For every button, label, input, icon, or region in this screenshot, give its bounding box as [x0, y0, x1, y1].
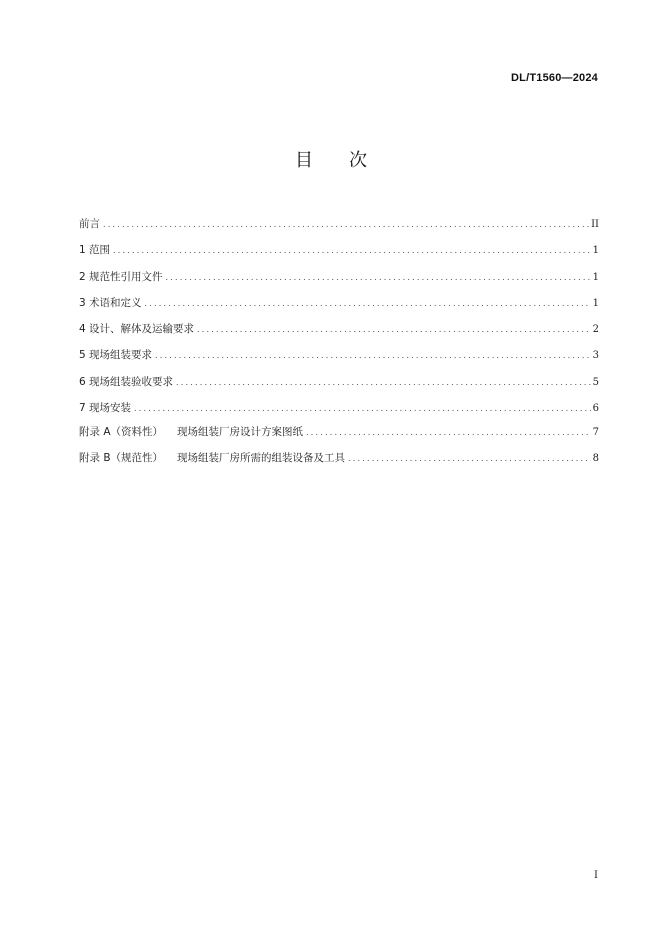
- toc-leader-dots: [155, 351, 591, 360]
- toc-entry-design-requirements[interactable]: [79, 321, 599, 347]
- toc-title-char-2: 次: [349, 150, 367, 171]
- toc-entry-label: 3 术语和定义: [79, 296, 142, 309]
- toc-entry-page: 6: [592, 403, 599, 415]
- toc-entry-label: 6 现场组装验收要求: [79, 375, 174, 388]
- toc-entry-label: 4 设计、解体及运输要求: [79, 323, 195, 336]
- toc-entry-page: 3: [592, 350, 599, 362]
- toc-leader-dots: [348, 454, 591, 463]
- toc-entry-scope[interactable]: [79, 242, 599, 268]
- toc-entry-label: 2 规范性引用文件: [79, 270, 163, 283]
- toc-leader-dots: [103, 220, 589, 229]
- toc-title: [0, 146, 662, 172]
- toc-entry-page: 1: [592, 297, 599, 309]
- toc-entry-appendix-a[interactable]: [79, 424, 599, 450]
- toc-leader-dots: [145, 299, 591, 308]
- toc-entry-appendix-b[interactable]: [79, 450, 599, 476]
- toc-leader-dots: [113, 246, 591, 255]
- toc-list: [79, 216, 599, 476]
- toc-entry-normative-references[interactable]: [79, 269, 599, 295]
- toc-title-char-1: 目: [295, 150, 313, 171]
- toc-entry-terms-definitions[interactable]: [79, 295, 599, 321]
- page-number: I: [594, 870, 598, 881]
- toc-entry-label: 5 现场组装要求: [79, 349, 153, 362]
- toc-entry-site-installation[interactable]: [79, 400, 599, 424]
- toc-leader-dots: [197, 325, 591, 334]
- toc-leader-dots: [176, 378, 591, 387]
- toc-leader-dots: [166, 273, 591, 282]
- document-code: DL/T1560—2024: [511, 72, 598, 84]
- toc-entry-acceptance-requirements[interactable]: [79, 374, 599, 400]
- toc-entry-page: 2: [592, 324, 599, 336]
- toc-entry-page: 1: [592, 271, 599, 283]
- toc-entry-foreword[interactable]: [79, 216, 599, 242]
- toc-entry-label: 1 范围: [79, 244, 111, 257]
- toc-entry-label: [79, 424, 303, 439]
- appendix-a-title: 现场组装厂房设计方案图纸: [177, 425, 304, 438]
- toc-leader-dots: [134, 404, 591, 413]
- toc-entry-page: 1: [592, 245, 599, 257]
- toc-entry-page: 5: [592, 376, 599, 388]
- toc-entry-page: 8: [592, 452, 599, 464]
- toc-entry-page: 7: [592, 426, 599, 438]
- toc-entry-label: 前言: [79, 218, 100, 230]
- toc-entry-assembly-requirements[interactable]: [79, 347, 599, 373]
- appendix-a-label: 附录 A（资料性）: [79, 425, 164, 438]
- toc-leader-dots: [306, 428, 591, 437]
- toc-entry-label: [79, 450, 345, 465]
- appendix-b-label: 附录 B（规范性）: [79, 451, 164, 464]
- toc-entry-label: 7 现场安装: [79, 402, 132, 415]
- appendix-b-title: 现场组装厂房所需的组装设备及工具: [177, 451, 346, 464]
- toc-entry-page: II: [591, 219, 599, 230]
